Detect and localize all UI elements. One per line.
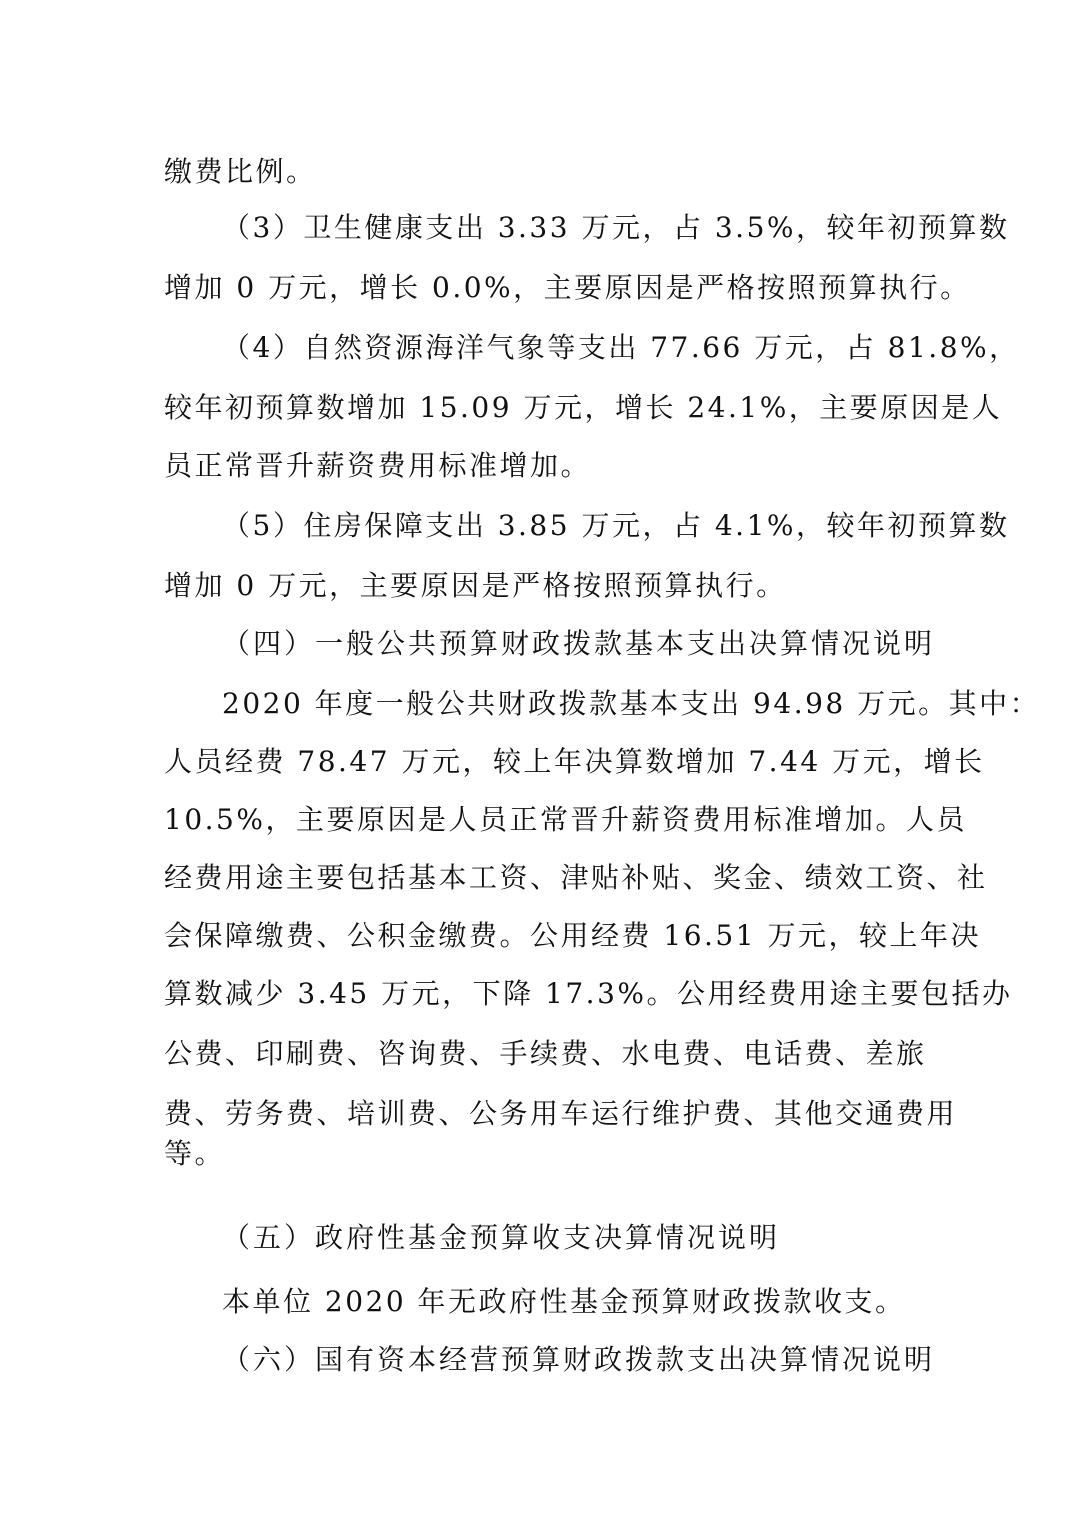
item-3-health-expense: （3）卫生健康支出 3.33 万元，占 3.5%，较年初预算数 (222, 211, 1010, 244)
item-5-housing-expense: （5）住房保障支出 3.85 万元，占 4.1%，较年初预算数 (222, 509, 1010, 542)
text-line: 10.5%，主要原因是人员正常晋升薪资费用标准增加。人员 (164, 803, 967, 836)
text-line: 人员经费 78.47 万元，较上年决算数增加 7.44 万元，增长 (164, 745, 985, 778)
text-line: 经费用途主要包括基本工资、津贴补贴、奖金、绩效工资、社 (164, 861, 988, 894)
text-line: 费、劳务费、培训费、公务用车运行维护费、其他交通费用 (164, 1097, 958, 1130)
item-4-natural-resources-expense: （4）自然资源海洋气象等支出 77.66 万元，占 81.8%， (222, 331, 1020, 364)
text-line: 较年初预算数增加 15.09 万元，增长 24.1%，主要原因是人 (164, 391, 1003, 424)
section-heading-4: （四）一般公共预算财政拨款基本支出决算情况说明 (222, 627, 936, 660)
section-heading-6: （六）国有资本经营预算财政拨款支出决算情况说明 (222, 1343, 936, 1376)
text-line: 缴费比例。 (164, 155, 317, 188)
text-line: 公费、印刷费、咨询费、手续费、水电费、电话费、差旅 (164, 1037, 927, 1070)
text-line: 等。 (164, 1137, 226, 1170)
text-line: 员正常晋升薪资费用标准增加。 (164, 449, 592, 482)
text-line: 算数减少 3.45 万元，下降 17.3%。公用经费用途主要包括办 (164, 977, 1013, 1010)
basic-expense-summary: 2020 年度一般公共财政拨款基本支出 94.98 万元。其中： (222, 687, 1041, 720)
government-fund-statement: 本单位 2020 年无政府性基金预算财政拨款收支。 (222, 1285, 906, 1318)
text-line: 会保障缴费、公积金缴费。公用经费 16.51 万元，较上年决 (164, 919, 981, 952)
text-line: 增加 0 万元，主要原因是严格按照预算执行。 (164, 569, 787, 602)
text-line: 增加 0 万元，增长 0.0%，主要原因是严格按照预算执行。 (164, 271, 971, 304)
section-heading-5: （五）政府性基金预算收支决算情况说明 (222, 1221, 781, 1254)
